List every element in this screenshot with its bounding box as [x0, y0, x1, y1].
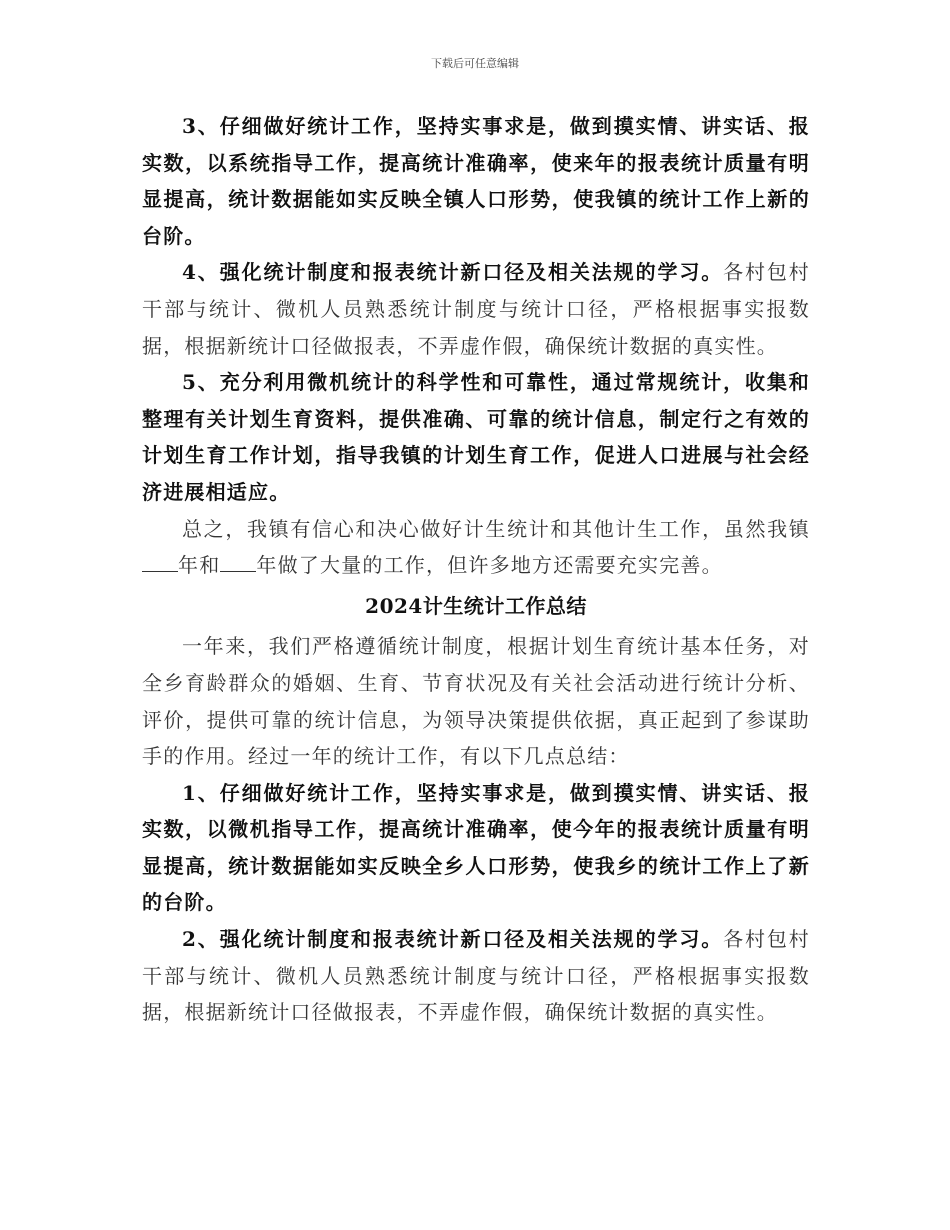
year-blank-1: [142, 553, 178, 572]
summary-part-2: 年和: [178, 553, 221, 578]
item-4-lead: 4、强化统计制度和报表统计新口径及相关法规的学习。: [182, 260, 724, 285]
section-title: 2024计生统计工作总结: [365, 593, 587, 618]
paragraph-item-3: 3、仔细做好统计工作，坚持实事求是，做到摸实情、讲实话、报实数，以系统指导工作，提高统计准确率，使来年的报表统计质量有明显提高，统计数据能如实反映全镇人口形势，使我镇的统计工作上新的台阶。: [142, 114, 810, 248]
document-body: [142, 108, 810, 1031]
item-2-lead: 2、强化统计制度和报表统计新口径及相关法规的学习。: [182, 927, 724, 952]
paragraph-item-1: 1、仔细做好统计工作，坚持实事求是，做到摸实情、讲实话、报实数，以微机指导工作，提高统计准确率，使今年的报表统计质量有明显提高，统计数据能如实反映全乡人口形势，使我乡的统计工作上了新的台阶。: [142, 780, 810, 915]
paragraph-item-2: [142, 921, 810, 1031]
paragraph-item-4: [142, 254, 810, 364]
paragraph-item-5: 5、充分利用微机统计的科学性和可靠性，通过常规统计，收集和整理有关计划生育资料，提供准确、可靠的统计信息，制定行之有效的计划生育工作计划，指导我镇的计划生育工作，促进人口进展与社会经济进展相适应。: [142, 370, 810, 504]
summary-part-3: 年做了大量的工作，但许多地方还需要充实完善。: [256, 553, 723, 578]
summary-part-1: 总之，我镇有信心和决心做好计生统计和其他计生工作，虽然我镇: [182, 516, 810, 541]
item-2-rest: 各村包村干部与统计、微机人员熟悉统计制度与统计口径，严格根据事实报数据，根据新统计口径做报表，不弄虚作假，确保统计数据的真实性。: [142, 927, 810, 1025]
item-4-rest: 各村包村干部与统计、微机人员熟悉统计制度与统计口径，严格根据事实报数据，根据新统计口径做报表，不弄虚作假，确保统计数据的真实性。: [142, 260, 810, 358]
paragraph-intro: 一年来，我们严格遵循统计制度，根据计划生育统计基本任务，对全乡育龄群众的婚姻、生育、节育状况及有关社会活动进行统计分析、评价，提供可靠的统计信息，为领导决策提供依据，真正起到了参谋助手的作用。经过一年的统计工作，有以下几点总结：: [142, 634, 810, 769]
page-header: 下载后可任意编辑: [431, 57, 519, 70]
paragraph-summary: [142, 511, 810, 584]
year-blank-2: [220, 553, 256, 572]
